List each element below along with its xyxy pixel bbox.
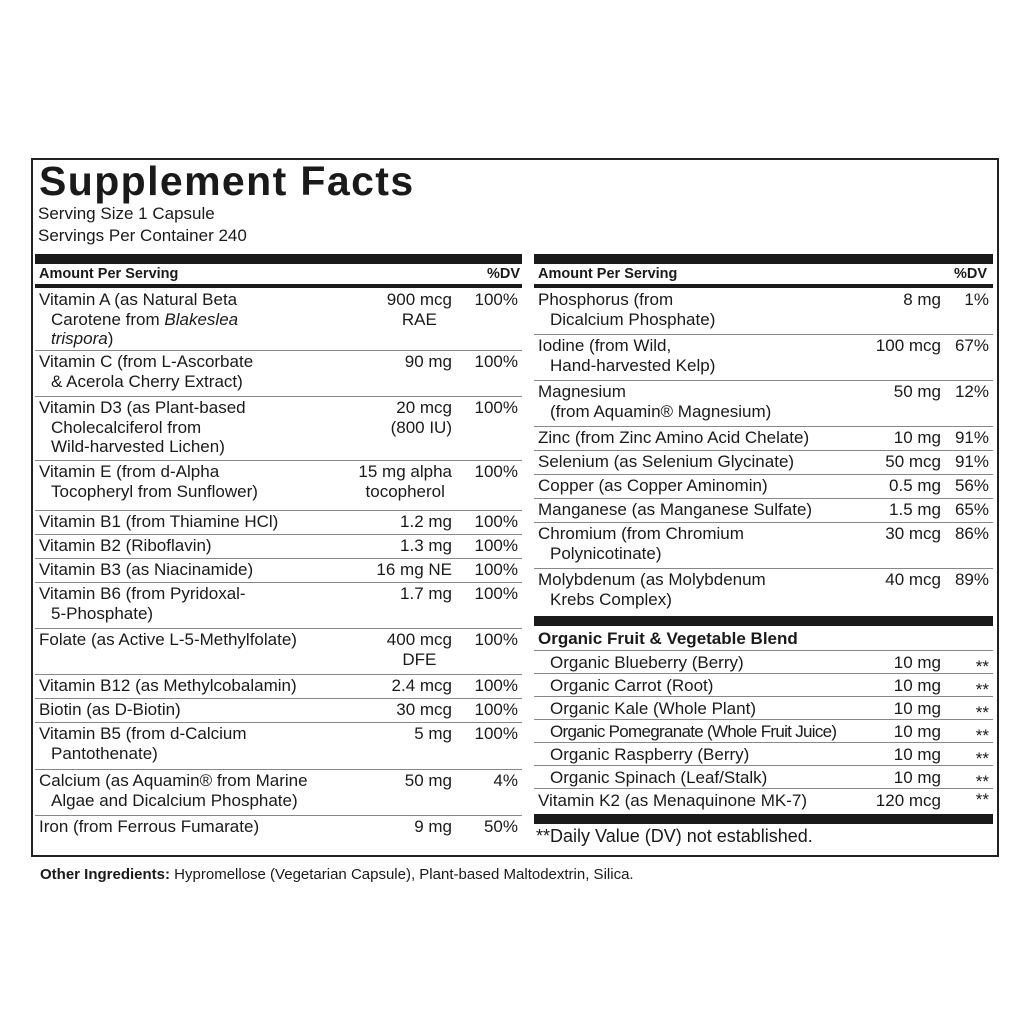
nutrient-name-text: Tocopheryl from Sunflower)	[51, 481, 258, 501]
nutrient-name	[39, 352, 253, 391]
blend-row	[534, 766, 993, 789]
amount-line: 50 mcg	[885, 452, 941, 471]
nutrient-name	[39, 700, 181, 720]
nutrient-name	[538, 382, 771, 421]
blend-item-amount: 10 mg	[893, 676, 941, 695]
thick-divider	[534, 616, 993, 626]
amount-line: 20 mcg	[396, 398, 452, 417]
nutrient-name-text: Carotene from	[51, 309, 165, 329]
nutrient-name	[538, 428, 809, 448]
nutrient-row	[534, 522, 993, 569]
amount-per-serving-header: Amount Per Serving	[39, 266, 179, 282]
nutrient-daily-value: 100%	[474, 584, 518, 603]
dv-header: %DV	[953, 266, 987, 282]
blend-item-amount: 10 mg	[893, 768, 941, 787]
nutrient-name-text: Pantothenate)	[51, 743, 158, 763]
nutrient-daily-value: 1%	[964, 290, 989, 309]
nutrient-amount	[405, 771, 452, 791]
nutrient-name-line: Copper (as Copper Aminomin)	[538, 476, 768, 495]
nutrient-name-line	[39, 791, 308, 811]
nutrient-amount: 120 mcg	[875, 791, 941, 810]
amount-line: 1.5 mg	[889, 500, 941, 519]
nutrient-name	[39, 817, 259, 837]
nutrient-row	[35, 815, 522, 845]
nutrient-amount	[885, 524, 941, 544]
nutrient-name-line	[39, 437, 246, 457]
amount-line: 50 mg	[404, 771, 452, 790]
amount-line: DFE	[402, 649, 437, 669]
nutrient-row	[534, 498, 993, 523]
blend-item-name: Organic Pomegranate (Whole Fruit Juice)	[550, 722, 837, 741]
blend-item-amount: 10 mg	[893, 699, 941, 718]
nutrient-name-line: Vitamin B5 (from d-Calcium	[39, 724, 247, 743]
nutrient-name	[39, 512, 278, 532]
blend-item-amount: 10 mg	[893, 745, 941, 764]
nutrient-row	[35, 674, 522, 699]
nutrient-name-text: 5-Phosphate)	[51, 603, 154, 623]
nutrient-name	[538, 500, 812, 520]
amount-line: 900 mcg	[386, 290, 452, 309]
nutrient-daily-value: 100%	[474, 352, 518, 371]
amount-line: 50 mg	[893, 382, 941, 401]
blend-item-daily-value: **	[975, 749, 989, 768]
nutrient-row	[534, 450, 993, 475]
blend-row	[534, 720, 993, 743]
other-ingredients-label: Other Ingredients:	[40, 866, 171, 883]
nutrient-name-line: Vitamin B1 (from Thiamine HCl)	[39, 512, 279, 531]
nutrient-name-line: Vitamin B2 (Riboflavin)	[39, 536, 212, 555]
nutrient-daily-value: 4%	[493, 771, 518, 790]
nutrient-name-italic: trispora	[51, 329, 108, 348]
nutrient-name-line: Chromium (from Chromium	[538, 524, 744, 543]
nutrient-amount	[387, 630, 452, 669]
nutrient-amount	[396, 700, 452, 720]
nutrient-name-line	[538, 310, 715, 330]
nutrient-daily-value: 100%	[474, 536, 518, 555]
nutrient-name-line	[538, 356, 715, 376]
right-nutrient-column	[534, 254, 993, 846]
other-ingredients-text: Hypromellose (Vegetarian Capsule), Plant-based Maltodextrin, Silica.	[170, 866, 634, 883]
nutrient-name-line: Manganese (as Manganese Sulfate)	[538, 500, 813, 519]
blend-item-name: Organic Blueberry (Berry)	[550, 653, 744, 672]
nutrient-name-line	[39, 744, 247, 764]
nutrient-name	[538, 290, 715, 329]
nutrient-row	[534, 380, 993, 427]
servings-per-container: Servings Per Container 240	[38, 226, 247, 245]
nutrient-daily-value: 100%	[474, 630, 518, 649]
thick-divider	[534, 254, 993, 264]
nutrient-name-italic: Blakeslea	[164, 309, 239, 329]
blend-item-daily-value: **	[975, 703, 989, 722]
nutrient-daily-value: 100%	[474, 290, 518, 309]
nutrient-name-line	[39, 329, 238, 349]
other-ingredients	[40, 866, 634, 883]
blend-item-amount: 10 mg	[893, 653, 941, 672]
nutrient-name-line	[538, 402, 771, 422]
nutrient-amount	[391, 398, 452, 437]
nutrient-daily-value: 86%	[954, 524, 989, 543]
amount-line: (800 IU)	[390, 417, 452, 437]
nutrient-daily-value: 12%	[954, 382, 989, 401]
panel-title: Supplement Facts	[39, 158, 415, 204]
nutrient-name-line: Vitamin C (from L-Ascorbate	[39, 352, 254, 371]
nutrient-amount	[414, 724, 452, 744]
blend-item-name: Organic Kale (Whole Plant)	[550, 699, 756, 718]
blend-title: Organic Fruit & Vegetable Blend	[538, 629, 798, 648]
nutrient-row	[35, 722, 522, 770]
nutrient-name	[39, 676, 297, 696]
nutrient-name-line	[39, 372, 253, 392]
amount-line: tocopherol	[365, 481, 445, 501]
amount-line: 30 mcg	[885, 524, 941, 543]
nutrient-amount	[889, 476, 941, 496]
nutrient-name	[39, 462, 258, 501]
supplement-facts-panel	[31, 158, 999, 857]
amount-line: 15 mg alpha	[358, 462, 452, 481]
blend-row	[534, 697, 993, 720]
nutrient-amount	[400, 584, 452, 604]
nutrient-row	[534, 474, 993, 499]
nutrient-name-line: Molybdenum (as Molybdenum	[538, 570, 766, 589]
nutrient-row	[534, 426, 993, 451]
amount-line: RAE	[401, 309, 437, 329]
amount-line: 30 mcg	[396, 700, 452, 719]
nutrient-name-line: Iron (from Ferrous Fumarate)	[39, 817, 260, 836]
nutrient-amount	[400, 536, 452, 556]
blend-item-amount: 10 mg	[893, 722, 941, 741]
nutrient-row	[35, 698, 522, 723]
left-nutrient-column	[35, 254, 522, 836]
nutrient-row	[35, 460, 522, 511]
nutrient-row	[35, 628, 522, 675]
amount-line: 2.4 mcg	[391, 676, 452, 695]
nutrient-daily-value: 67%	[954, 336, 989, 355]
nutrient-daily-value: 100%	[474, 560, 518, 579]
nutrient-name-text: Wild-harvested Lichen)	[51, 437, 225, 456]
nutrient-amount	[358, 462, 452, 501]
nutrient-name-line: Folate (as Active L-5-Methylfolate)	[39, 630, 297, 649]
nutrient-amount	[885, 452, 941, 472]
nutrient-name	[538, 570, 766, 609]
nutrient-name-line	[39, 310, 238, 330]
nutrient-amount	[414, 817, 452, 837]
nutrient-amount	[392, 676, 452, 696]
blend-item-daily-value: **	[975, 680, 989, 699]
nutrient-name-line	[538, 544, 744, 564]
nutrient-name	[39, 290, 238, 349]
vitamin-k2-row	[534, 789, 993, 813]
nutrient-name-line: Phosphorus (from	[538, 290, 674, 309]
nutrient-daily-value: **	[975, 790, 989, 809]
nutrient-name-line: Vitamin B6 (from Pyridoxal-	[39, 584, 246, 603]
nutrient-daily-value: 65%	[954, 500, 989, 519]
nutrient-row	[534, 334, 993, 381]
nutrient-amount	[387, 290, 452, 329]
nutrient-name	[39, 536, 212, 556]
nutrient-name	[39, 560, 253, 580]
amount-line: 1.2 mg	[400, 512, 452, 531]
nutrient-daily-value: 100%	[474, 676, 518, 695]
nutrient-row	[35, 534, 522, 559]
amount-line: 1.3 mg	[400, 536, 452, 555]
nutrient-amount	[894, 382, 941, 402]
nutrient-name-text: Dicalcium Phosphate)	[550, 309, 716, 329]
column-header	[35, 264, 522, 288]
amount-line: 10 mg	[893, 428, 941, 447]
dv-header: %DV	[486, 266, 520, 282]
nutrient-daily-value: 91%	[954, 452, 989, 471]
nutrient-row	[534, 568, 993, 616]
nutrient-name-line	[39, 418, 246, 438]
nutrient-name	[39, 398, 246, 457]
nutrient-name	[39, 724, 247, 763]
nutrient-name-line	[39, 604, 246, 624]
nutrient-name-line: Vitamin B12 (as Methylcobalamin)	[39, 676, 297, 695]
nutrient-name-text: (from Aquamin® Magnesium)	[550, 401, 772, 421]
nutrient-name-line: Vitamin A (as Natural Beta	[39, 290, 238, 309]
amount-line: 0.5 mg	[889, 476, 941, 495]
nutrient-name-line: Zinc (from Zinc Amino Acid Chelate)	[538, 428, 810, 447]
nutrient-name-text: Krebs Complex)	[550, 589, 672, 609]
nutrient-daily-value: 50%	[483, 817, 518, 836]
blend-row	[534, 674, 993, 697]
nutrient-name-line	[39, 482, 258, 502]
nutrient-daily-value: 100%	[474, 700, 518, 719]
blend-item-name: Organic Raspberry (Berry)	[550, 745, 750, 764]
column-header	[534, 264, 993, 288]
nutrient-row	[35, 582, 522, 629]
nutrient-name-text: )	[107, 329, 114, 348]
blend-item-name: Organic Carrot (Root)	[550, 676, 714, 695]
nutrient-row	[35, 510, 522, 535]
amount-line: 40 mcg	[885, 570, 941, 589]
nutrient-row	[35, 769, 522, 816]
nutrient-daily-value: 100%	[474, 512, 518, 531]
nutrient-daily-value: 91%	[954, 428, 989, 447]
footnote: **Daily Value (DV) not established.	[536, 826, 813, 846]
nutrient-name-line: Vitamin D3 (as Plant-based	[39, 398, 246, 417]
nutrient-amount	[894, 428, 941, 448]
thick-divider	[35, 254, 522, 264]
nutrient-row	[35, 396, 522, 461]
nutrient-name	[39, 584, 246, 623]
nutrient-amount	[885, 570, 941, 590]
nutrient-name-text: & Acerola Cherry Extract)	[51, 371, 243, 391]
nutrient-daily-value: 56%	[954, 476, 989, 495]
nutrient-name-line: Vitamin B3 (as Niacinamide)	[39, 560, 254, 579]
nutrient-name	[39, 630, 297, 650]
nutrient-daily-value: 89%	[954, 570, 989, 589]
serving-size: Serving Size 1 Capsule	[38, 204, 215, 223]
nutrient-name-line: Iodine (from Wild,	[538, 336, 672, 355]
blend-item-daily-value: **	[975, 772, 989, 791]
nutrient-name-line: Biotin (as D-Biotin)	[39, 700, 181, 719]
amount-line: 90 mg	[404, 352, 452, 371]
nutrient-name	[538, 476, 768, 496]
nutrient-name-line: Vitamin E (from d-Alpha	[39, 462, 220, 481]
nutrient-amount	[376, 560, 452, 580]
amount-line: 1.7 mg	[400, 584, 452, 603]
nutrient-name	[39, 771, 308, 810]
nutrient-daily-value: 100%	[474, 724, 518, 743]
nutrient-amount	[400, 512, 452, 532]
amount-line: 9 mg	[414, 817, 452, 836]
nutrient-name-text: Algae and Dicalcium Phosphate)	[51, 790, 298, 810]
nutrient-row	[35, 558, 522, 583]
nutrient-name	[538, 336, 715, 375]
blend-item-daily-value: **	[975, 657, 989, 676]
nutrient-daily-value: 100%	[474, 398, 518, 417]
amount-line: 5 mg	[414, 724, 452, 743]
nutrient-name	[538, 452, 794, 472]
nutrient-name-text: Hand-harvested Kelp)	[550, 355, 716, 375]
nutrient-name	[538, 524, 744, 563]
nutrient-amount	[876, 336, 941, 356]
nutrient-amount	[889, 500, 941, 520]
blend-item-name: Organic Spinach (Leaf/Stalk)	[550, 768, 768, 787]
nutrient-row	[35, 288, 522, 351]
nutrient-name-text: Polynicotinate)	[550, 543, 662, 563]
amount-line: 400 mcg	[386, 630, 452, 649]
blend-row	[534, 651, 993, 674]
nutrient-name-line: Calcium (as Aquamin® from Marine	[39, 771, 308, 790]
amount-line: 100 mcg	[875, 336, 941, 355]
nutrient-name-text: Cholecalciferol from	[51, 417, 202, 437]
amount-line: 16 mg NE	[376, 560, 452, 579]
nutrient-row	[35, 350, 522, 397]
amount-line: 8 mg	[903, 290, 941, 309]
nutrient-amount	[903, 290, 941, 310]
nutrient-daily-value: 100%	[474, 462, 518, 481]
nutrient-row	[534, 288, 993, 335]
nutrient-name: Vitamin K2 (as Menaquinone MK-7)	[538, 791, 807, 810]
thick-divider	[534, 814, 993, 824]
nutrient-amount	[405, 352, 452, 372]
nutrient-name-line: Selenium (as Selenium Glycinate)	[538, 452, 795, 471]
blend-row	[534, 743, 993, 766]
amount-per-serving-header: Amount Per Serving	[538, 266, 678, 282]
nutrient-name-line: Magnesium	[538, 382, 626, 401]
nutrient-name-line	[538, 590, 766, 610]
blend-item-daily-value: **	[975, 726, 989, 745]
